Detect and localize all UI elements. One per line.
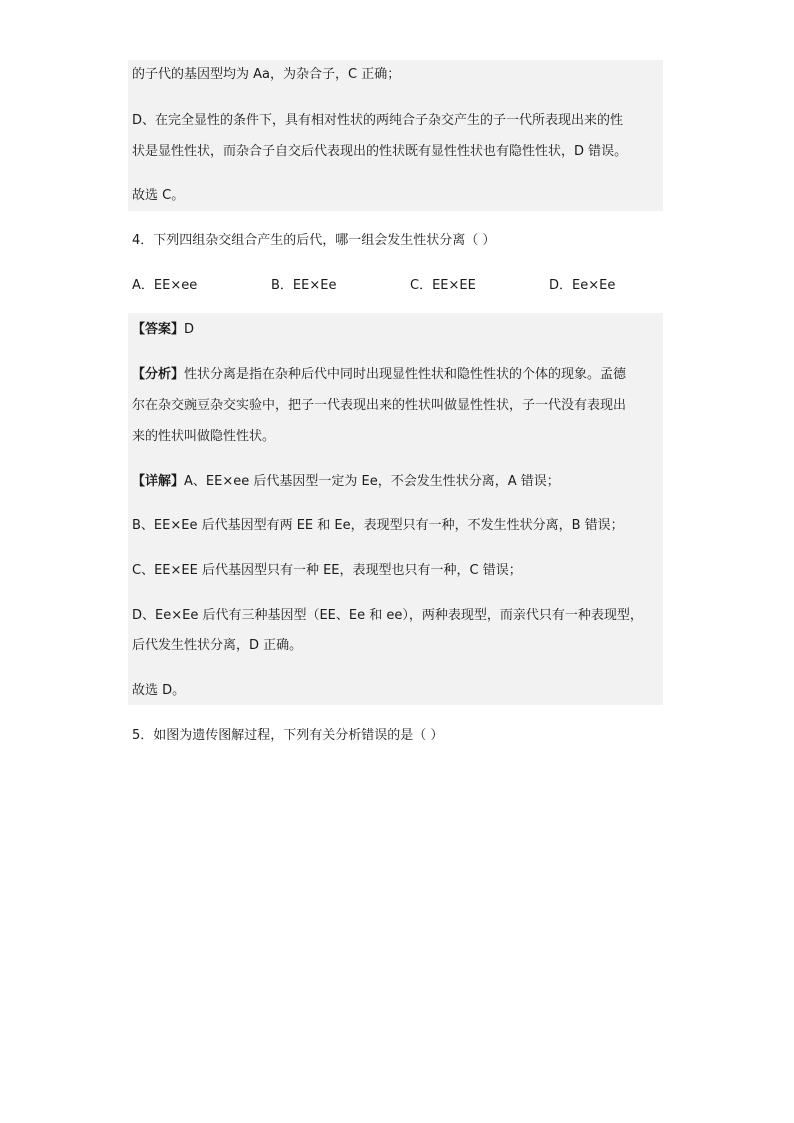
detail-tag: 【详解】: [132, 474, 185, 489]
analysis-tag: 【分析】: [132, 367, 185, 382]
analysis-line: 尔在杂交豌豆杂交实验中，把子一代表现出来的性状叫做显性性状，子一代没有表现出: [132, 398, 627, 413]
option-d: D．Ee×Ee: [549, 278, 616, 293]
option-b: B．EE×Ee: [271, 278, 337, 293]
prev-answer-line: D、在完全显性的条件下，具有相对性状的两纯合子杂交产生的子一代所表现出来的性: [132, 113, 624, 128]
detail-line: C、EE×EE 后代基因型只有一种 EE，表现型也只有一种，C 错误；: [132, 563, 522, 578]
detail-text: A、EE×ee 后代基因型一定为 Ee，不会发生性状分离，A 错误；: [184, 474, 560, 489]
prev-answer-line: 状是显性性状，而杂合子自交后代表现出的性状既有显性性状也有隐性性状，D 错误。: [132, 144, 628, 159]
answer-line: [132, 321, 194, 339]
q4-conclusion: 故选 D。: [132, 683, 186, 698]
prev-answer-conclusion: 故选 C。: [132, 188, 185, 203]
analysis-line: 来的性状叫做隐性性状。: [132, 429, 276, 444]
answer-value: D: [184, 322, 195, 337]
option-c: C．EE×EE: [410, 278, 476, 293]
detail-line: 后代发生性状分离，D 正确。: [132, 638, 303, 653]
analysis-line: [132, 366, 626, 384]
detail-line: B、EE×Ee 后代基因型有两 EE 和 Ee，表现型只有一种，不发生性状分离，B 错误；: [132, 518, 624, 533]
question-4-stem: 4．下列四组杂交组合产生的后代，哪一组会发生性状分离（ ）: [132, 233, 496, 248]
prev-answer-line: 的子代的基因型均为 Aa，为杂合子，C 正确；: [132, 67, 401, 82]
answer-tag: 【答案】: [132, 322, 185, 337]
analysis-text: 性状分离是指在杂种后代中同时出现显性性状和隐性性状的个体的现象。孟德: [184, 367, 627, 382]
detail-line: [132, 473, 560, 491]
detail-line: D、Ee×Ee 后代有三种基因型（EE、Ee 和 ee），两种表现型，而亲代只有一种表现型，: [132, 608, 643, 623]
question-5-stem: 5．如图为遗传图解过程，下列有关分析错误的是（ ）: [132, 728, 444, 743]
option-a: A．EE×ee: [132, 278, 198, 293]
